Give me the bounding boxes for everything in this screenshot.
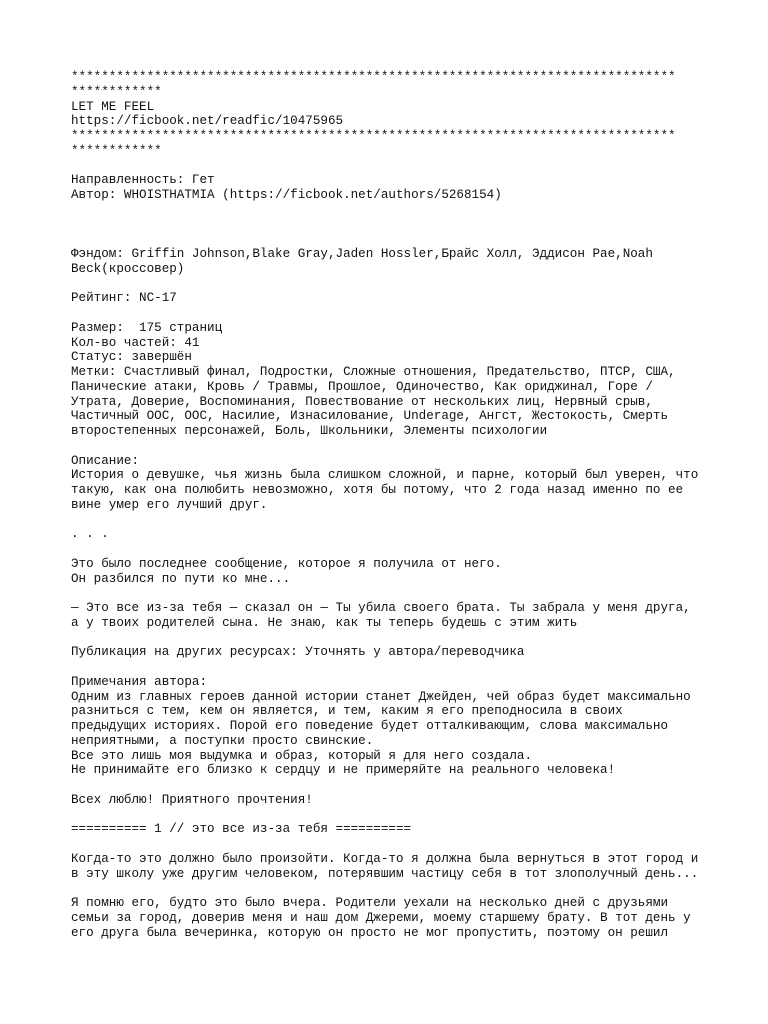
tags-line: Панические атаки, Кровь / Травмы, Прошлое, Одиночество, Как ориджинал, Горе / [71, 379, 653, 394]
description-line: такую, как она полюбить невозможно, хотя бы потому, что 2 года назад именно по ее [71, 483, 684, 497]
text-line [71, 837, 711, 852]
author-notes-line: предыдущих историях. Порой его поведение будет отталкивающим, слова максимально [71, 719, 669, 733]
text-line [71, 306, 711, 321]
text-line [71, 881, 711, 896]
tags-line: второстепенных персонажей, Боль, Школьники, Элементы психологии [71, 424, 548, 438]
greeting-line: Всех люблю! Приятного прочтения! [71, 792, 313, 807]
status-line: Статус: завершён [71, 350, 192, 365]
size-line: Размер: 175 страниц [71, 320, 223, 335]
orientation-line: Направленность: Гет [71, 173, 215, 188]
body-line: семьи за город, доверив меня и наш дом Джереми, моему старшему брату. В тот день у [71, 910, 691, 925]
publication-line: Публикация на других ресурсах: Уточнять у автора/переводчика [71, 645, 525, 660]
text-line [71, 277, 711, 292]
description-line: вине умер его лучший друг. [71, 497, 268, 512]
description-line: Он разбился по пути ко мне... [71, 571, 291, 586]
tags-line: Метки: Счастливый финал, Подростки, Сложные отношения, Предательство, ПТСР, США, [71, 365, 676, 379]
source-url: https://ficbook.net/readfic/10475965 [71, 114, 344, 129]
body-line: Когда-то это должно было произойти. Когда-то я должна была вернуться в этот город и [71, 851, 699, 866]
text-line [71, 660, 711, 675]
document-title: LET ME FEEL [71, 99, 155, 114]
text-line [71, 159, 711, 174]
fandom-line: Beck(кроссовер) [71, 261, 185, 276]
description-heading: Описание: [71, 453, 140, 468]
text-line [71, 586, 711, 601]
text-line [71, 439, 711, 454]
ellipsis-line: . . . [71, 527, 109, 542]
author-notes-line: разниться с тем, кем он является, и тем, каким я его преподносила в своих [71, 704, 623, 719]
rating-line: Рейтинг: NC-17 [71, 291, 177, 306]
text-line [71, 513, 711, 528]
text-line [71, 542, 711, 557]
author-notes-line: Одним из главных героев данной истории станет Джейден, чей образ будет максимально [71, 689, 691, 704]
parts-count-line: Кол-во частей: 41 [71, 335, 200, 350]
tags-line: Частичный ООС, ООС, Насилие, Изнасилование, Underage, Ангст, Жестокость, Смерть [71, 409, 669, 424]
author-notes-heading: Примечания автора: [71, 674, 208, 689]
author-notes-line: неприятными, а поступки просто свинские. [71, 733, 374, 748]
body-line: Я помню его, будто это было вчера. Родители уехали на несколько дней с друзьями [71, 896, 669, 910]
description-line: — Это все из-за тебя — сказал он — Ты убила своего брата. Ты забрала у меня друга, [71, 601, 691, 615]
separator-line: ************ [71, 143, 162, 158]
text-line [71, 808, 711, 823]
separator-line: ******************************************************************************** [71, 70, 676, 84]
separator-line: ************ [71, 84, 162, 99]
body-line: в эту школу уже другим человеком, потерявшим частицу себя в тот злополучный день... [71, 866, 699, 881]
tags-line: Утрата, Доверие, Воспоминания, Повествование от нескольких лиц, Нервный срыв, [71, 394, 653, 409]
text-line [71, 232, 711, 247]
author-notes-line: Не принимайте его близко к сердцу и не примеряйте на реального человека! [71, 763, 616, 778]
text-line [71, 203, 711, 218]
text-line [71, 631, 711, 646]
fandom-line: Фэндом: Griffin Johnson,Blake Gray,Jaden Hossler,Брайс Холл, Эддисон Рае,Noah [71, 247, 653, 261]
text-line [71, 778, 711, 793]
author-line: Автор: WHOISTHATMIA (https://ficbook.net/authors/5268154) [71, 188, 502, 202]
body-line: его друга была вечеринка, которую он просто не мог пропустить, поэтому он решил [71, 925, 669, 940]
description-line: а у твоих родителей сына. Не знаю, как ты теперь будешь с этим жить [71, 615, 578, 630]
description-line: Это было последнее сообщение, которое я получила от него. [71, 556, 502, 571]
chapter-heading: ========== 1 // это все из-за тебя ========== [71, 822, 412, 837]
text-line [71, 218, 711, 233]
description-line: История о девушке, чья жизнь была слишком сложной, и парне, который был уверен, что [71, 468, 699, 483]
separator-line: ******************************************************************************** [71, 129, 676, 143]
document-page [71, 70, 711, 940]
author-notes-line: Все это лишь моя выдумка и образ, который я для него создала. [71, 748, 533, 763]
